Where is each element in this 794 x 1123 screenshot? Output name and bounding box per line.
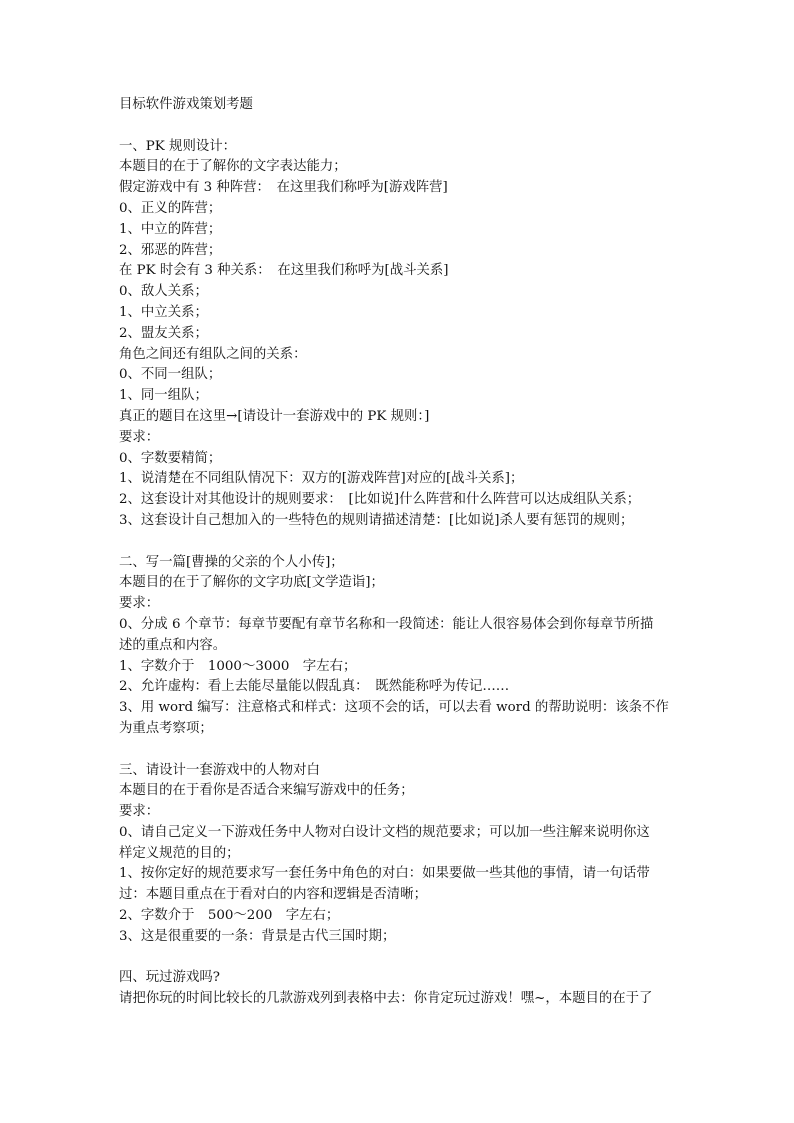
- section-1-line: 1、同一组队；: [119, 388, 208, 404]
- section-1-line: 2、这套设计对其他设计的规则要求： [比如说]什么阵营和什么阵营可以达成组队关系；: [119, 492, 641, 508]
- section-1-line: 0、敌人关系；: [119, 284, 208, 300]
- section-3-line: 过：本题目重点在于看对白的内容和逻辑是否清晰；: [119, 887, 427, 903]
- section-3-line: 本题目的在于看你是否适合来编写游戏中的任务；: [119, 783, 414, 799]
- section-1-line: 要求：: [119, 429, 160, 445]
- section-1-line: 2、盟友关系；: [119, 325, 208, 341]
- section-1-line: 本题目的在于了解你的文字表达能力；: [119, 159, 347, 175]
- section-2-line: 为重点考察项；: [119, 720, 213, 736]
- section-2-line: 本题目的在于了解你的文字功底[文学造诣]；: [119, 575, 384, 591]
- section-1-line: 角色之间还有组队之间的关系：: [119, 346, 307, 362]
- blank-line: [119, 116, 679, 137]
- section-1-line: 假定游戏中有 3 种阵营： 在这里我们称呼为[游戏阵营]: [119, 180, 448, 196]
- section-2-heading: 二、写一篇[曹操的父亲的个人小传]；: [119, 554, 344, 570]
- section-1-line: 0、不同一组队；: [119, 367, 222, 383]
- section-1-line: 1、中立关系；: [119, 304, 208, 320]
- section-2-line: 3、用 word 编写：注意格式和样式：这项不会的话，可以去看 word 的帮助说明：该条不作: [119, 700, 669, 716]
- section-2-line: 0、分成 6 个章节：每章节要配有章节名称和一段简述：能让人很容易体会到你每章节所描: [119, 616, 654, 632]
- section-3-line: 2、字数介于 500～200 字左右；: [119, 908, 340, 924]
- blank-line: [119, 532, 679, 553]
- section-1-line: 1、说清楚在不同组队情况下：双方的[游戏阵营]对应的[战斗关系]；: [119, 471, 524, 487]
- document-body: [119, 95, 679, 1010]
- section-3-line: 0、请自己定义一下游戏任务中人物对白设计文档的规范要求；可以加一些注解来说明你这: [119, 824, 650, 840]
- section-1-line: 真正的题目在这里→[请设计一套游戏中的 PK 规则：]: [119, 408, 430, 424]
- section-4-heading: 四、玩过游戏吗?: [119, 970, 220, 986]
- section-1-line: 1、中立的阵营；: [119, 221, 222, 237]
- section-4-line: 请把你玩的时间比较长的几款游戏列到表格中去：你肯定玩过游戏！嘿~，本题目的在于了: [119, 991, 653, 1007]
- section-2-line: 述的重点和内容。: [119, 637, 227, 653]
- section-1-line: 0、字数要精简；: [119, 450, 222, 466]
- blank-line: [119, 740, 679, 761]
- section-3-heading: 三、请设计一套游戏中的人物对白: [119, 762, 320, 778]
- section-1-line: 3、这套设计自己想加入的一些特色的规则请描述清楚：[比如说]杀人要有惩罚的规则；: [119, 512, 634, 528]
- section-3-line: 要求：: [119, 804, 160, 820]
- section-1-heading: 一、PK 规则设计：: [119, 138, 237, 154]
- section-1-line: 在 PK 时会有 3 种关系： 在这里我们称呼为[战斗关系]: [119, 263, 449, 279]
- section-2-line: 2、允许虚构：看上去能尽量能以假乱真： 既然能称呼为传记……: [119, 679, 510, 695]
- section-3-line: 样定义规范的目的；: [119, 845, 240, 861]
- section-3-line: 1、按你定好的规范要求写一套任务中角色的对白：如果要做一些其他的事情，请一句话带: [119, 866, 650, 882]
- document-title: 目标软件游戏策划考题: [119, 97, 253, 112]
- section-1-line: 0、正义的阵营；: [119, 200, 222, 216]
- section-2-line: 要求：: [119, 596, 160, 612]
- section-2-line: 1、字数介于 1000～3000 字左右；: [119, 658, 357, 674]
- blank-line: [119, 948, 679, 969]
- section-1-line: 2、邪恶的阵营；: [119, 242, 222, 258]
- section-3-line: 3、这是很重要的一条：背景是古代三国时期；: [119, 928, 396, 944]
